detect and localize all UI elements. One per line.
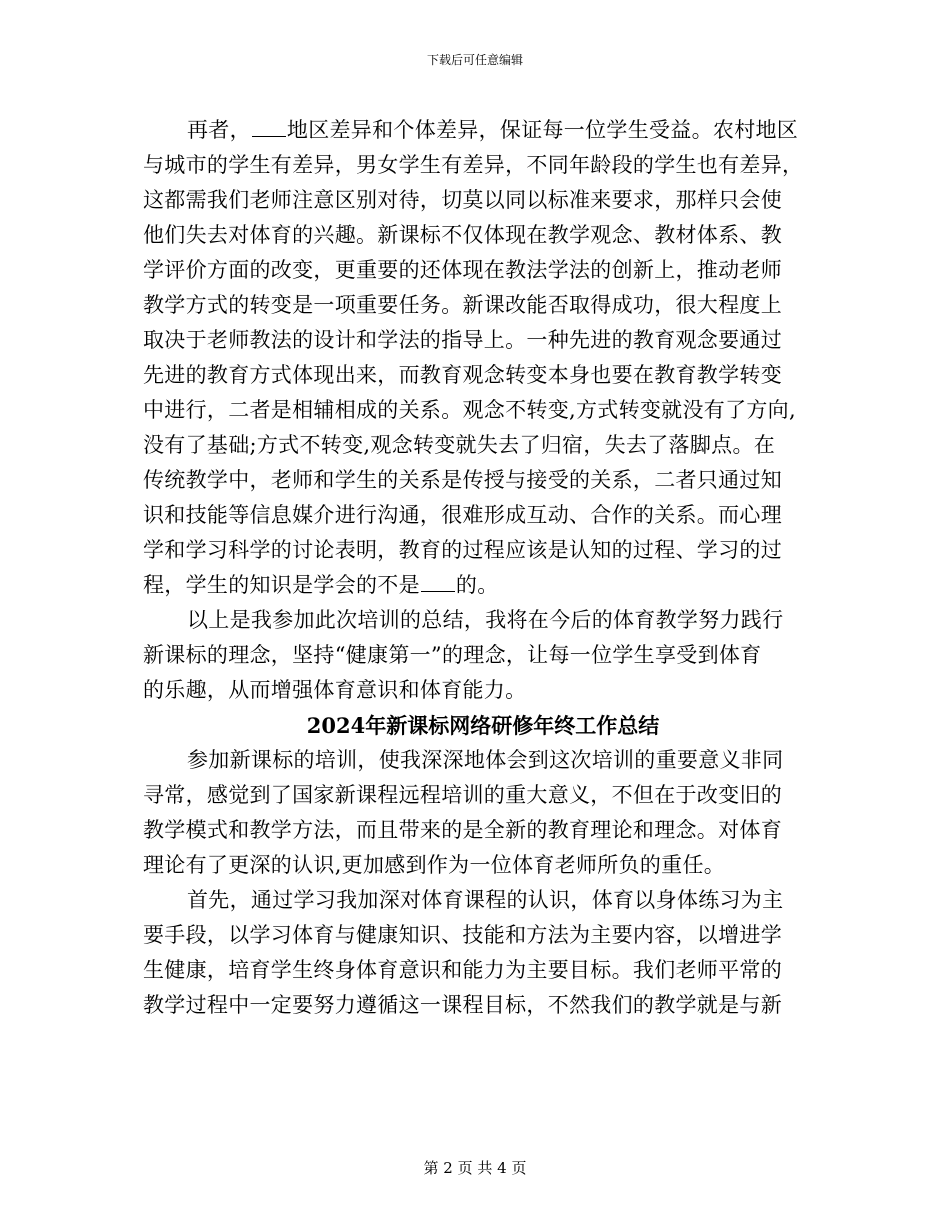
page-footer: 第 2 页 共 4 页 — [423, 1159, 527, 1177]
text-segment: 程，学生的知识是学会的不是 — [143, 573, 420, 597]
text-line — [143, 323, 823, 358]
document-body — [143, 113, 823, 1023]
text-segment: 的乐趣，从而增强体育意识和体育能力。 — [143, 678, 527, 702]
text-line — [143, 918, 823, 953]
text-segment: 再者， — [187, 118, 251, 142]
text-segment: 这都需我们老师注意区别对待，切莫以同以标准来要求，那样只会使 — [143, 188, 782, 212]
text-line — [143, 463, 823, 498]
text-segment: 寻常，感觉到了国家新课程远程培训的重大意义，不但在于改变旧的 — [143, 783, 782, 807]
text-segment: 教学过程中一定要努力遵循这一课程目标，不然我们的教学就是与新 — [143, 993, 782, 1017]
paragraph — [143, 603, 823, 708]
body-block-2 — [143, 743, 823, 1023]
text-segment: 生健康，培育学生终身体育意识和能力为主要目标。我们老师平常的 — [143, 958, 782, 982]
text-segment: 首先，通过学习我加深对体育课程的认识，体育以身体练习为主 — [187, 888, 784, 912]
text-line — [143, 428, 823, 463]
text-line — [143, 498, 823, 533]
text-line — [143, 988, 823, 1023]
text-line — [143, 778, 823, 813]
text-segment: 与城市的学生有差异，男女学生有差异，不同年龄段的学生也有差异， — [143, 153, 804, 177]
text-line — [143, 393, 823, 428]
text-line — [143, 533, 823, 568]
text-line — [143, 743, 823, 778]
text-segment: 没有了基础;方式不转变,观念转变就失去了归宿，失去了落脚点。在 — [143, 433, 776, 457]
text-line — [143, 288, 823, 323]
text-segment: 教学模式和教学方法，而且带来的是全新的教育理论和理念。对体育 — [143, 818, 782, 842]
text-segment: 传统教学中，老师和学生的关系是传授与接受的关系，二者只通过知 — [143, 468, 782, 492]
text-segment: 的。 — [455, 573, 499, 597]
text-line — [143, 568, 823, 603]
fill-in-blank — [421, 573, 455, 592]
text-segment: 地区差异和个体差异，保证每一位学生受益。农村地区 — [286, 118, 799, 142]
text-segment: 以上是我参加此次培训的总结，我将在今后的体育教学努力践行 — [187, 608, 784, 632]
text-line — [143, 883, 823, 918]
body-block-1 — [143, 113, 823, 708]
paragraph — [143, 883, 823, 1023]
text-line — [143, 673, 823, 708]
text-segment: 理论有了更深的认识,更加感到作为一位体育老师所负的重任。 — [143, 853, 726, 877]
paragraph — [143, 743, 823, 883]
text-line — [143, 183, 823, 218]
section-title: 2024年新课标网络研修年终工作总结 — [306, 713, 660, 738]
text-segment: 他们失去对体育的兴趣。新课标不仅体现在教学观念、教材体系、教 — [143, 223, 782, 247]
text-line — [143, 148, 823, 183]
text-line — [143, 358, 823, 393]
text-segment: 识和技能等信息媒介进行沟通，很难形成互动、合作的关系。而心理 — [143, 503, 782, 527]
text-line — [143, 603, 823, 638]
text-segment: 取决于老师教法的设计和学法的指导上。一种先进的教育观念要通过 — [143, 328, 782, 352]
text-segment: 中进行，二者是相辅相成的关系。观念不转变,方式转变就没有了方向, — [143, 398, 796, 422]
text-line — [143, 953, 823, 988]
text-segment: 学评价方面的改变，更重要的还体现在教法学法的创新上，推动老师 — [143, 258, 782, 282]
paragraph — [143, 113, 823, 603]
text-line — [143, 848, 823, 883]
text-segment: 教学方式的转变是一项重要任务。新课改能否取得成功，很大程度上 — [143, 293, 782, 317]
text-line — [143, 813, 823, 848]
text-segment: 学和学习科学的讨论表明，教育的过程应该是认知的过程、学习的过 — [143, 538, 782, 562]
text-segment: 要手段，以学习体育与健康知识、技能和方法为主要内容，以增进学 — [143, 923, 782, 947]
fill-in-blank — [252, 118, 286, 137]
text-segment: 参加新课标的培训，使我深深地体会到这次培训的重要意义非同 — [187, 748, 784, 772]
text-line — [143, 638, 823, 673]
page-header: 下载后可任意编辑 — [426, 53, 523, 67]
text-line — [143, 113, 823, 148]
text-line — [143, 218, 823, 253]
text-line — [143, 253, 823, 288]
text-segment: 先进的教育方式体现出来，而教育观念转变本身也要在教育教学转变 — [143, 363, 782, 387]
text-segment: 新课标的理念，坚持“健康第一”的理念，让每一位学生享受到体育 — [143, 643, 762, 667]
